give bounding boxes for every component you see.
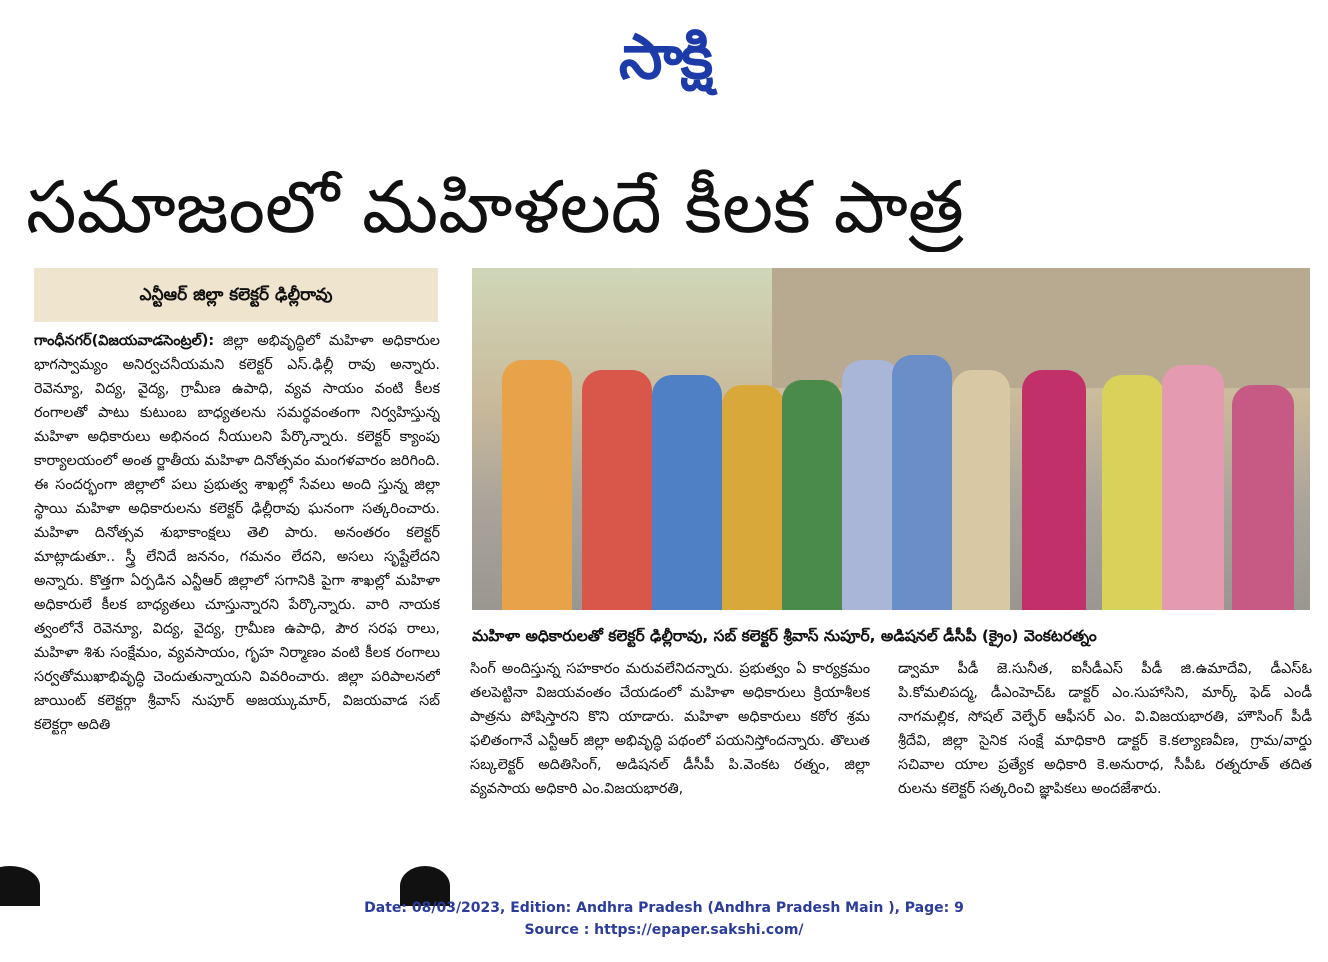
dateline: గాంధీనగర్(విజయవాడసెంట్రల్):: [34, 333, 215, 349]
photo-caption: మహిళా అధికారులతో కలెక్టర్ ఢిల్లీరావు, సబ్ కలెక్టర్ శ్రీవాస్ నుపూర్, అడిషనల్ డీసీపీ (క్రైం) వెంకటరత్నం: [472, 627, 1097, 645]
footer-date-edition: Date: 08/03/2023, Edition: Andhra Pradesh (Andhra Pradesh Main ), Page: 9: [364, 900, 964, 916]
photo-figure: [502, 360, 572, 610]
footer-source: Source : https://epaper.sakshi.com/: [524, 922, 804, 938]
headline: సమాజంలో మహిళలదే కీలక పాత్ర: [26, 165, 964, 249]
photo-figure: [652, 375, 722, 610]
photo-figure: [722, 385, 784, 610]
photo-figure: [952, 370, 1010, 610]
article-text-1: జిల్లా అభివృద్ధిలో మహిళా అధికారుల భాగస్వామ్యం అనిర్వచనీయమని కలెక్టర్ ఎస్.ఢిల్లీ రావు అన్నారు. రెవెన్యూ, విద్య, వైద్య, గ్రామీణ ఉపాధి, వ్యవ సాయం వంటి కీలక రంగాలతో పాటు కుటుంబ బాధ్యతలను సమర్థవంతంగా నిర్వహిస్తున్న మహిళా అధికారులు అభినంద నీయులని పేర్కొన్నారు. కలెక్టర్ క్యాంపు కార్యాలయంలో అంత ర్జాతీయ మహిళా దినోత్సవం మంగళవారం జరిగింది. ఈ సందర్భంగా జిల్లాలో పలు ప్రభుత్వ శాఖల్లో సేవలు అంది స్తున్న జిల్లా స్థాయి మహిళా అధికారులను కలెక్టర్ ఢిల్లీరావు ఘనంగా సత్కరించారు. మహిళా దినోత్సవ శుభాకాంక్షలు తెలి పారు. అనంతరం కలెక్టర్ మాట్లాడుతూ.. స్త్రీ లేనిదే జననం, గమనం లేదని, అసలు సృష్టేలేదని అన్నారు. కొత్తగా ఏర్పడిన ఎన్టీఆర్ జిల్లాలో సగానికి పైగా శాఖల్లో మహిళా అధికారులే కీలక బాధ్యతలు చూస్తున్నారని పేర్కొన్నారు. వారి నాయక త్వంలోనే రెవెన్యూ, విద్య, వైద్య, గ్రామీణ ఉపాధి, పౌర సరఫ రాలు, మహిళా శిశు సంక్షేమం, వ్యవసాయం, గృహ నిర్మాణం వంటి కీలక రంగాలు సర్వతోముఖాభివృద్ధి చెందుతున్నాయని వివరించారు. జిల్లా పరిపాలనలో జాయింట్ కలెక్టర్గా శ్రీవాస్ నుపూర్ అజయ్కుమార్, విజయవాడ సబ్ కలెక్టర్గా అదితి: [34, 333, 440, 733]
photo-figure: [1162, 365, 1224, 610]
article-column-1: [34, 329, 440, 849]
article-text-2: సింగ్ అందిస్తున్న సహకారం మరువలేనిదన్నారు. ప్రభుత్వం ఏ కార్యక్రమం తలపెట్టినా విజయవంతం చేయడంలో మహిళా అధికారులు క్రియాశీలక పాత్రను పోషిస్తారని కొని యాడారు. మహిళా అధికారులు కఠోర శ్రమ ఫలితంగానే ఎన్టీఆర్ జిల్లా అభివృద్ధి పథంలో పయనిస్తోందన్నారు. తొలుత సబ్కలెక్టర్ అదితిసింగ్, అడిషనల్ డీసీపీ పి.వెంకట రత్నం, జిల్లా వ్యవసాయ అధికారి ఎం.విజయభారతి,: [470, 661, 870, 797]
photo-figure: [1102, 375, 1164, 610]
article-column-2: [470, 657, 870, 849]
newspaper-logo: సాక్షి: [618, 20, 712, 93]
photo-figure: [1022, 370, 1086, 610]
photo-figure: [782, 380, 842, 610]
subheadline: ఎన్టీఆర్ జిల్లా కలెక్టర్ ఢిల్లీరావు: [34, 268, 438, 322]
photo-figure: [1232, 385, 1294, 610]
photo-figure: [892, 355, 952, 610]
photo-figure: [582, 370, 652, 610]
article-column-3: [898, 657, 1312, 849]
article-text-3: డ్వామా పీడీ జె.సునీత, ఐసీడీఎస్ పీడీ జి.ఉమాదేవి, డీఎస్ఓ పి.కోమలిపద్మ, డీఎంహెచ్ఓ డాక్టర్ ఎం.సుహాసిని, మార్క్ ఫెడ్ ఎండీ నాగమల్లిక, సోషల్ వెల్ఫేర్ ఆఫీసర్ ఎం. వి.విజయభారతి, హౌసింగ్ పీడీ శ్రీదేవి, జిల్లా సైనిక సంక్షే మాధికారి డాక్టర్ కె.కల్యాణవీణ, గ్రామ/వార్డు సచివాల యాల ప్రత్యేక అధికారి కె.అనురాధ, సీపీఓ రత్నరూత్ తదిత రులను కలెక్టర్ సత్కరించి జ్ఞాపికలు అందజేశారు.: [898, 661, 1312, 797]
news-photo: [472, 268, 1310, 610]
